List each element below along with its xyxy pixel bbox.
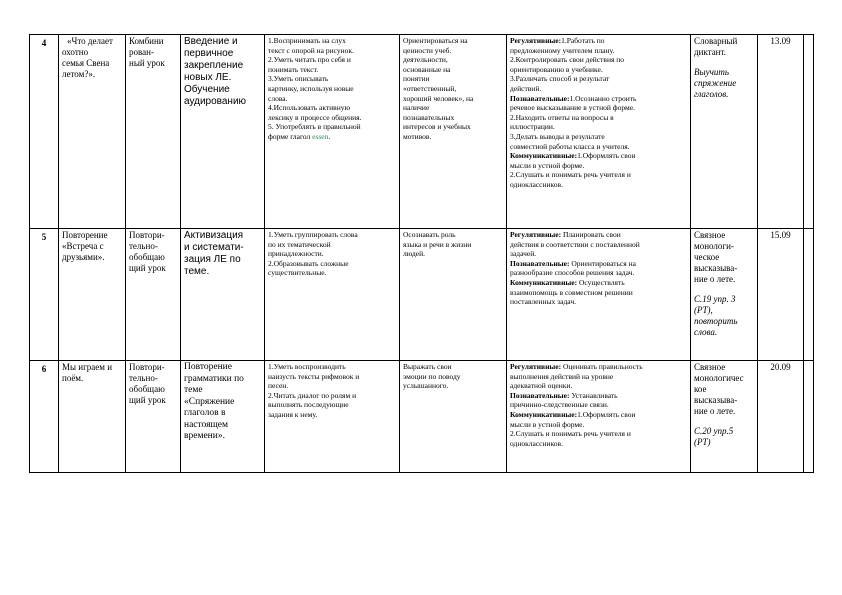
meta-line: одноклассников. xyxy=(510,179,563,189)
subject-line: принадлежности. xyxy=(268,249,324,259)
lesson-type xyxy=(126,229,181,361)
meta-line: действия в соответствии с поставленной xyxy=(510,239,640,249)
cognitive-block xyxy=(510,391,687,410)
subject-line: выполнять последующие xyxy=(268,400,349,410)
goal-line: первичное xyxy=(184,48,234,59)
goal-line: Активизация xyxy=(184,230,244,241)
row-number: 5 xyxy=(30,229,59,361)
type-line: обобщаю xyxy=(129,252,165,262)
subject-line: задания к нему. xyxy=(268,409,318,419)
control-line: ние о лете. xyxy=(694,406,736,416)
personal-line: людей. xyxy=(403,249,425,259)
homework-line: Выучить xyxy=(694,67,729,77)
meta-line: задачей. xyxy=(510,249,537,259)
personal-results xyxy=(400,35,507,229)
topic-line: семья Свена xyxy=(62,58,110,68)
type-line: щий урок xyxy=(129,395,166,405)
subject-line: 2.Читать диалог по ролям и xyxy=(268,390,357,400)
meta-line: предложенному учителем плану. xyxy=(510,45,615,55)
personal-line: услышанного. xyxy=(403,381,449,391)
table-row xyxy=(30,35,814,229)
control-line: диктант. xyxy=(694,47,727,57)
meta-text: Устанавливать xyxy=(569,390,618,400)
personal-line: языка и речи в жизни xyxy=(403,239,472,249)
control-form xyxy=(691,35,758,229)
meta-line: разнообразие способов решения задач. xyxy=(510,268,635,278)
subject-text: . xyxy=(328,131,331,141)
topic-line: летом?». xyxy=(62,69,96,79)
empty-cell xyxy=(804,361,814,473)
homework-line: спряжение xyxy=(694,78,737,88)
cognitive-block xyxy=(510,259,687,278)
personal-results xyxy=(400,361,507,473)
type-line: рован- xyxy=(129,47,154,57)
meta-text: 1.Оформлять свои xyxy=(577,409,636,419)
goal-line: времени». xyxy=(184,431,225,441)
subject-line: по их тематической xyxy=(268,239,331,249)
personal-line: ценности учеб. xyxy=(403,45,452,55)
topic-line: Повторение xyxy=(62,230,108,240)
subject-line: наизусть тексты рифмовок и xyxy=(268,371,360,381)
goal-line: Обучение xyxy=(184,84,230,95)
personal-line: познавательных xyxy=(403,112,455,122)
meta-text: Планировать свои xyxy=(561,230,621,239)
meta-line: мысли в устной форме. xyxy=(510,160,585,170)
lesson-type xyxy=(126,361,181,473)
meta-label: Познавательные: xyxy=(510,93,570,103)
personal-line: понятии xyxy=(403,74,430,84)
row-number: 6 xyxy=(30,361,59,473)
meta-line: 3.Делать выводы в результате xyxy=(510,131,605,141)
goal-line: Повторение xyxy=(184,362,232,372)
subject-line: существительные. xyxy=(268,268,327,278)
goal-line: зация ЛЕ по xyxy=(184,254,241,265)
control-line: Связное xyxy=(694,362,726,372)
meta-text: 1.Оформлять свои xyxy=(577,151,636,161)
meta-label: Познавательные: xyxy=(510,390,570,400)
control-line: Словарный xyxy=(694,36,738,46)
meta-results xyxy=(507,361,691,473)
meta-line: 2.Слушать и понимать речь учителя и xyxy=(510,170,631,180)
homework-line: (РТ) xyxy=(694,437,711,447)
topic-line: «Встреча с xyxy=(62,241,104,251)
meta-text: Ориентироваться на xyxy=(569,258,636,268)
type-line: обобщаю xyxy=(129,384,165,394)
lesson-type xyxy=(126,35,181,229)
meta-line: мысли в устной форме. xyxy=(510,419,585,429)
subject-line: понимать текст. xyxy=(268,64,319,74)
personal-line: Выражать свои xyxy=(403,362,452,371)
subject-line: 1.Уметь группировать слова xyxy=(268,230,358,239)
lesson-topic xyxy=(59,361,126,473)
type-line: Повтори- xyxy=(129,362,165,372)
subject-line: 2.Образовывать сложные xyxy=(268,258,349,268)
goal-line: глаголов в xyxy=(184,408,226,418)
goal-line: Введение и xyxy=(184,36,238,47)
regulatory-block xyxy=(510,36,687,94)
subject-line: текст с опорой на рисунок. xyxy=(268,45,354,55)
type-line: тельно- xyxy=(129,373,158,383)
meta-text: 1.Работать по xyxy=(561,36,605,45)
date-text: 13.09 xyxy=(770,36,791,46)
meta-label: Регулятивные: xyxy=(510,230,562,239)
subject-results xyxy=(265,229,400,361)
table-row xyxy=(30,229,814,361)
goal-line: грамматики по xyxy=(184,373,244,384)
meta-text: 1.Осознанно строить xyxy=(569,93,637,103)
goal-line: закрепление xyxy=(184,60,244,71)
lesson-date xyxy=(758,229,804,361)
lesson-goal xyxy=(181,35,265,229)
lesson-goal xyxy=(181,229,265,361)
homework-line: повторить xyxy=(694,316,738,326)
regulatory-block xyxy=(510,230,687,259)
meta-line: 2.Контролировать свои действия по xyxy=(510,55,625,65)
subject-line: 3.Уметь описывать xyxy=(268,74,329,84)
topic-line: охотно xyxy=(62,47,89,57)
empty-cell xyxy=(804,229,814,361)
meta-line: поставленных задач. xyxy=(510,297,576,307)
empty-cell xyxy=(804,35,814,229)
lesson-goal xyxy=(181,361,265,473)
meta-line: совместной работы класса и учителя. xyxy=(510,141,630,151)
goal-line: теме. xyxy=(184,266,210,277)
cognitive-block xyxy=(510,94,687,152)
topic-line: друзьями». xyxy=(62,252,105,262)
personal-line: основанные на xyxy=(403,64,451,74)
lesson-plan-table xyxy=(29,34,814,473)
subject-results xyxy=(265,361,400,473)
subject-line: 4.Использовать активную xyxy=(268,103,351,113)
meta-text: Осуществлять xyxy=(577,277,625,287)
subject-text: форме глагол xyxy=(268,131,313,141)
subject-line: 5. Употреблять в правильной xyxy=(268,122,361,132)
control-line: монологичес xyxy=(694,373,744,383)
personal-line: мотивов. xyxy=(403,131,432,141)
communicative-block xyxy=(510,151,687,189)
meta-line: одноклассников. xyxy=(510,438,563,448)
type-line: щий урок xyxy=(129,263,166,273)
control-line: ние о лете. xyxy=(694,274,736,284)
subject-line: песен. xyxy=(268,381,289,391)
subject-line xyxy=(268,132,396,142)
meta-text: Оценивать правильность xyxy=(561,362,643,371)
meta-line: взаимопомощь в совместном решении xyxy=(510,287,633,297)
goal-line: настоящем xyxy=(184,419,229,430)
meta-line: 3.Различать способ и результат xyxy=(510,74,610,84)
control-line: Связное xyxy=(694,230,726,240)
communicative-block xyxy=(510,278,687,307)
meta-label: Коммуникативные: xyxy=(510,151,578,161)
control-form xyxy=(691,361,758,473)
meta-label: Регулятивные: xyxy=(510,36,562,45)
personal-results xyxy=(400,229,507,361)
personal-line: наличие xyxy=(403,103,430,113)
date-text: 15.09 xyxy=(770,230,791,240)
topic-line: поём. xyxy=(62,373,84,383)
personal-line: эмоции по поводу xyxy=(403,371,461,381)
meta-label: Коммуникативные: xyxy=(510,277,578,287)
regulatory-block xyxy=(510,362,687,391)
meta-results xyxy=(507,35,691,229)
lesson-date xyxy=(758,361,804,473)
subject-line: 1.Уметь воспроизводить xyxy=(268,362,346,371)
meta-line: речевое высказывание в устной форме. xyxy=(510,103,635,113)
personal-line: «ответственный, xyxy=(403,83,457,93)
meta-line: выполнения действий на уровне xyxy=(510,371,614,381)
type-line: Повтори- xyxy=(129,230,165,240)
lesson-topic xyxy=(59,35,126,229)
type-line: ный урок xyxy=(129,58,165,68)
homework-line: (РТ), xyxy=(694,305,713,315)
homework-line: слова. xyxy=(694,327,718,337)
type-line: Комбини xyxy=(129,36,164,46)
personal-line: Осознавать роль xyxy=(403,230,456,239)
subject-line: картинку, используя новые xyxy=(268,83,354,93)
communicative-block xyxy=(510,410,687,448)
subject-results xyxy=(265,35,400,229)
homework-line: глаголов. xyxy=(694,89,729,99)
meta-line: 2.Слушать и понимать речь учителя и xyxy=(510,429,631,439)
meta-line: ориентированию в учебнике. xyxy=(510,64,603,74)
homework-line: С.19 упр. 3 xyxy=(694,294,736,304)
meta-results xyxy=(507,229,691,361)
row-number: 4 xyxy=(30,35,59,229)
date-text: 20.09 xyxy=(770,362,791,372)
goal-line: аудированию xyxy=(184,96,247,107)
subject-line: слова. xyxy=(268,93,288,103)
goal-line: новых ЛЕ. xyxy=(184,72,232,83)
goal-line: и системати- xyxy=(184,242,244,253)
control-line: высказыва- xyxy=(694,395,738,405)
table-row xyxy=(30,361,814,473)
meta-label: Коммуникативные: xyxy=(510,409,578,419)
topic-line: Мы играем и xyxy=(62,362,113,372)
subject-line: лексику в процессе общения. xyxy=(268,112,362,122)
goal-line: теме xyxy=(184,385,203,395)
control-line: кое xyxy=(694,384,707,394)
homework-line: С.20 упр.5 xyxy=(694,426,734,436)
meta-line: иллюстрации. xyxy=(510,122,555,132)
meta-line: 2.Находить ответы на вопросы в xyxy=(510,112,614,122)
meta-line: действий. xyxy=(510,83,542,93)
personal-line: Ориентироваться на xyxy=(403,36,468,45)
type-line: тельно- xyxy=(129,241,158,251)
control-line: монологи- xyxy=(694,241,734,251)
lesson-topic xyxy=(59,229,126,361)
personal-line: интересов и учебных xyxy=(403,122,471,132)
control-line: высказыва- xyxy=(694,263,738,273)
subject-line: 2.Уметь читать про себя и xyxy=(268,55,351,65)
meta-line: причинно-следственные связи. xyxy=(510,400,609,410)
lesson-date xyxy=(758,35,804,229)
personal-line: деятельности, xyxy=(403,55,448,65)
german-word: essen xyxy=(312,131,329,141)
meta-label: Познавательные: xyxy=(510,258,570,268)
meta-label: Регулятивные: xyxy=(510,362,562,371)
goal-line: «Спряжение xyxy=(184,396,235,407)
subject-line: 1.Воспринимать на слух xyxy=(268,36,346,45)
personal-line: хороший человек», на xyxy=(403,93,474,103)
control-line: ческое xyxy=(694,252,720,262)
meta-line: адекватной оценки. xyxy=(510,381,573,391)
topic-line: «Что делает xyxy=(67,36,113,46)
control-form xyxy=(691,229,758,361)
